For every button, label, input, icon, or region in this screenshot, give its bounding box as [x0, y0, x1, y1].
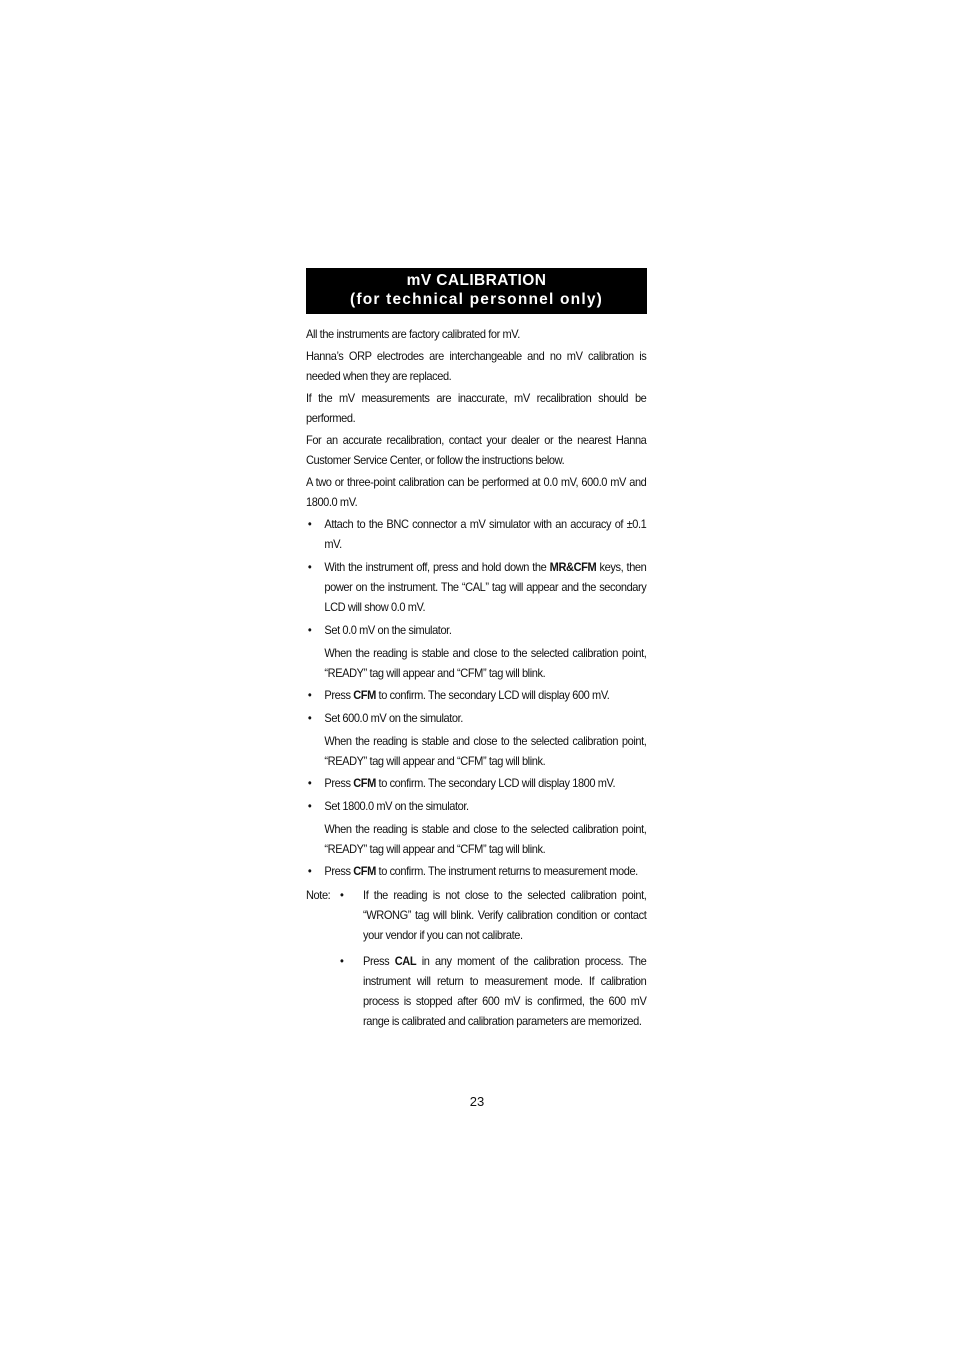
bullet: • — [307, 799, 312, 813]
body-text — [306, 324, 646, 1031]
section-title: mV CALIBRATION — [406, 272, 547, 289]
step-detail: When the reading is stable and close to the selected calibration point, “READY” tag will appear and “CFM” tag will blink. — [324, 734, 647, 768]
key-name: CFM — [353, 776, 376, 790]
step-text: Press — [324, 776, 354, 790]
step-item — [306, 620, 646, 640]
manual-page — [306, 268, 647, 1037]
key-name: CAL — [394, 954, 417, 968]
bullet: • — [307, 688, 312, 702]
step-text: Press — [324, 864, 354, 878]
intro-paragraph: A two or three-point calibration can be performed at 0.0 mV, 600.0 mV and 1800.0 mV. — [306, 475, 647, 509]
step-text: to confirm. The instrument returns to measurement mode. — [375, 864, 638, 878]
key-name: MR&CFM — [549, 560, 597, 574]
note-text: in any moment of the calibration process. The instrument will return to measurement mode. If calibration process is stopped after 600 mV is confirmed, the 600 mV range is calibrated and calibration parameters are memorized. — [363, 954, 647, 1028]
bullet: • — [340, 888, 344, 902]
calibration-steps — [306, 514, 646, 640]
note-text: If the reading is not close to the selected calibration point, “WRONG” tag will blink. Verify calibration condition or contact your vendor if you can not calibrate. — [363, 888, 647, 942]
step-detail: When the reading is stable and close to the selected calibration point, “READY” tag will appear and “CFM” tag will blink. — [324, 646, 647, 680]
section-subtitle: (for technical personnel only) — [349, 291, 604, 308]
bullet: • — [307, 776, 312, 790]
calibration-steps — [306, 861, 646, 881]
step-text: to confirm. The secondary LCD will display 600 mV. — [375, 688, 610, 702]
bullet: • — [307, 517, 312, 531]
page-number: 23 — [469, 1094, 485, 1109]
section-title-bar — [306, 268, 647, 314]
intro-paragraph: All the instruments are factory calibrated for mV. — [306, 327, 520, 341]
calibration-steps — [306, 685, 646, 728]
step-item — [306, 557, 646, 617]
step-text: to confirm. The secondary LCD will display 1800 mV. — [375, 776, 616, 790]
note-item — [306, 885, 646, 945]
intro-paragraph: If the mV measurements are inaccurate, mV recalibration should be performed. — [306, 391, 647, 425]
note-block — [306, 885, 646, 1031]
bullet: • — [307, 864, 312, 878]
step-item — [306, 796, 646, 816]
step-item — [306, 514, 646, 554]
note-text: Press — [363, 954, 395, 968]
step-text: Set 1800.0 mV on the simulator. — [324, 799, 469, 813]
step-text: Press — [324, 688, 354, 702]
calibration-steps — [306, 773, 646, 816]
bullet: • — [340, 954, 344, 968]
step-item — [306, 861, 646, 881]
note-label: Note: — [306, 888, 331, 902]
step-item — [306, 685, 646, 705]
step-text: Set 600.0 mV on the simulator. — [324, 711, 463, 725]
step-text: Set 0.0 mV on the simulator. — [324, 623, 452, 637]
step-text: keys, then power on the instrument. The “CAL” tag will appear and the secondary LCD will show 0.0 mV. — [324, 560, 647, 614]
step-detail: When the reading is stable and close to the selected calibration point, “READY” tag will appear and “CFM” tag will blink. — [324, 822, 647, 856]
step-item — [306, 773, 646, 793]
bullet: • — [307, 560, 312, 574]
key-name: CFM — [353, 864, 376, 878]
key-name: CFM — [353, 688, 376, 702]
bullet: • — [307, 623, 312, 637]
note-item — [306, 951, 646, 1031]
intro-paragraph: For an accurate recalibration, contact your dealer or the nearest Hanna Customer Service Center, or follow the instructions below. — [306, 433, 647, 467]
bullet: • — [307, 711, 312, 725]
intro-paragraph: Hanna’s ORP electrodes are interchangeable and no mV calibration is needed when they are replaced. — [306, 349, 647, 383]
step-text: With the instrument off, press and hold down the — [324, 560, 550, 574]
step-text: Attach to the BNC connector a mV simulator with an accuracy of ±0.1 mV. — [324, 517, 647, 551]
step-item — [306, 708, 646, 728]
